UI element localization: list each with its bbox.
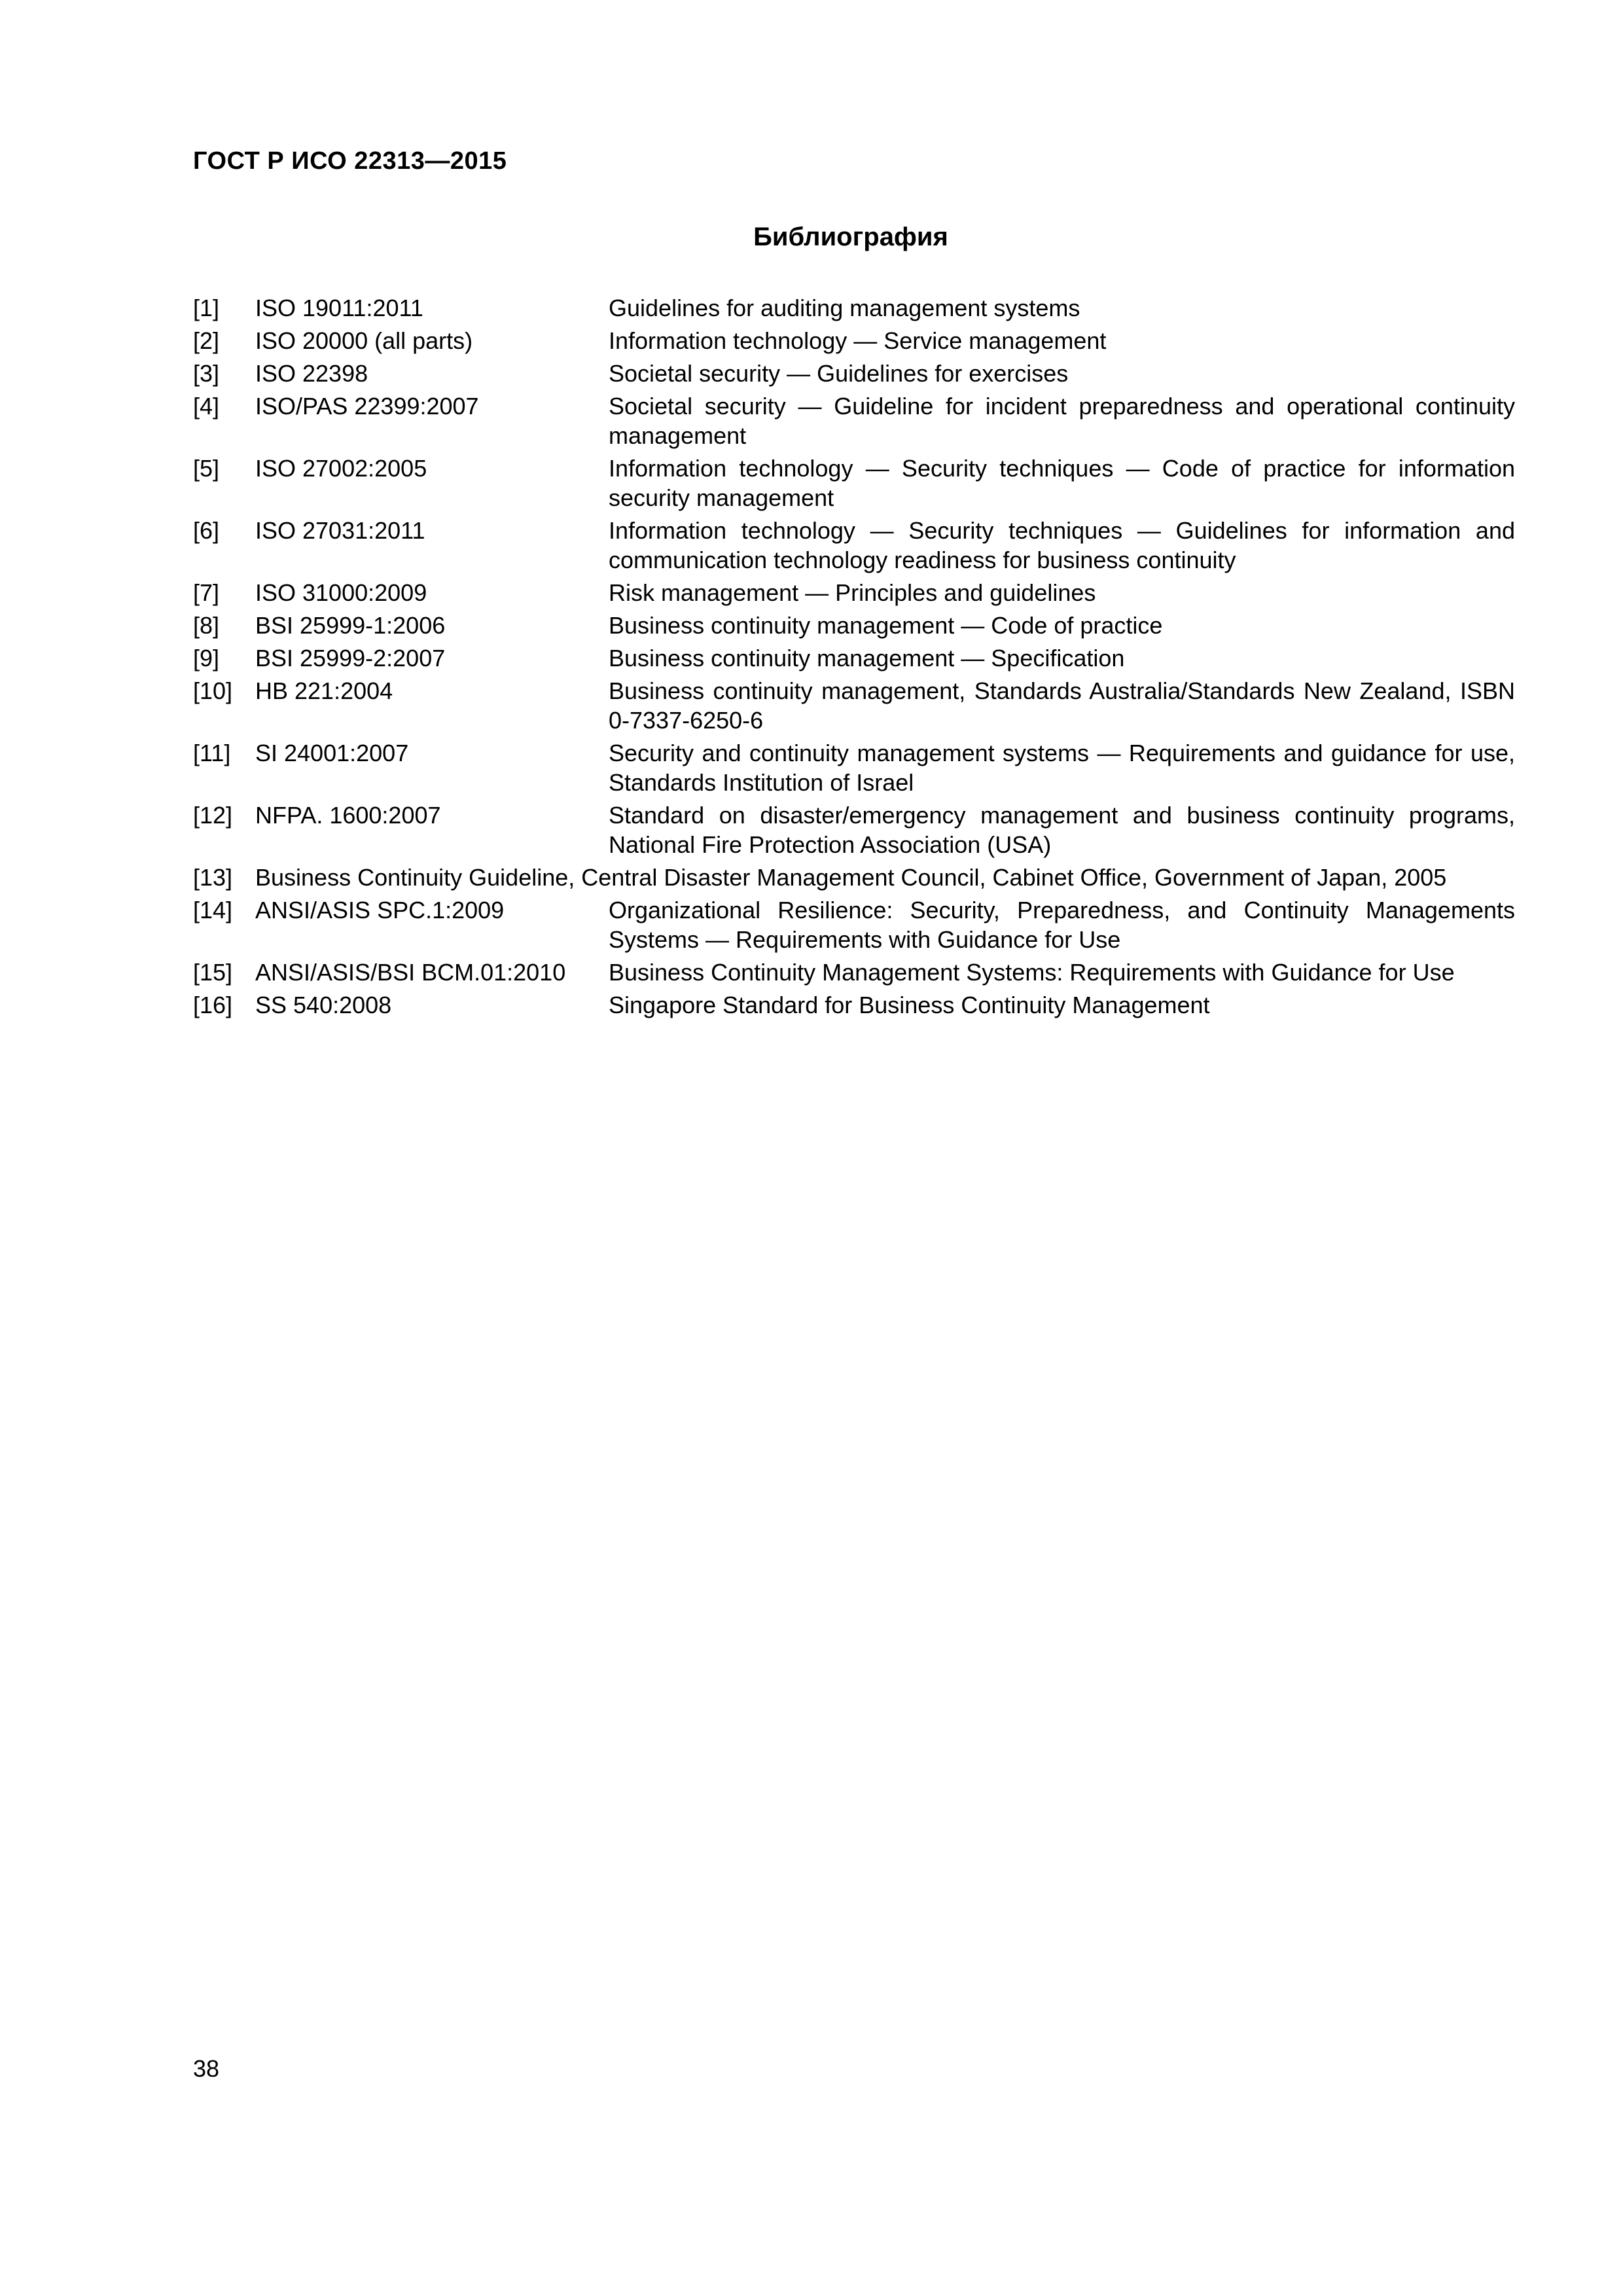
reference-item xyxy=(193,738,1515,797)
reference-item xyxy=(193,326,1515,355)
reference-code: ISO 31000:2009 xyxy=(255,579,427,606)
reference-number: [2] xyxy=(193,327,220,354)
reference-description: Singapore Standard for Business Continuity Management xyxy=(609,992,1210,1018)
reference-code: BSI 25999-1:2006 xyxy=(255,612,446,639)
reference-item xyxy=(193,895,1515,954)
reference-item xyxy=(193,391,1515,450)
reference-description: Societal security — Guideline for incident preparedness and operational continuity management xyxy=(609,393,1515,449)
reference-code: ANSI/ASIS/BSI BCM.01:2010 xyxy=(255,959,566,986)
reference-item xyxy=(193,990,1515,1020)
reference-description: Organizational Resilience: Security, Preparedness, and Continuity Managements Systems — Requirements with Guidance for Use xyxy=(609,897,1515,953)
reference-description: Business Continuity Management Systems: Requirements with Guidance for Use xyxy=(609,959,1455,986)
reference-number: [15] xyxy=(193,959,233,986)
reference-number: [10] xyxy=(193,677,233,704)
reference-item xyxy=(193,578,1515,607)
reference-code: ISO 27031:2011 xyxy=(255,517,425,544)
reference-number: [13] xyxy=(193,864,233,891)
reference-description: Standard on disaster/emergency management and business continuity programs, National Fire Protection Association (USA) xyxy=(609,802,1515,858)
reference-item xyxy=(193,958,1515,987)
reference-code: BSI 25999-2:2007 xyxy=(255,645,446,672)
reference-code: ISO/PAS 22399:2007 xyxy=(255,393,479,420)
reference-number: [3] xyxy=(193,360,220,387)
reference-number: [6] xyxy=(193,517,220,544)
reference-number: [12] xyxy=(193,802,233,829)
reference-item xyxy=(193,863,1515,892)
reference-description: Societal security — Guidelines for exercises xyxy=(609,360,1069,387)
reference-code: ISO 27002:2005 xyxy=(255,455,427,482)
reference-item xyxy=(193,293,1515,323)
reference-code: ISO 19011:2011 xyxy=(255,295,423,321)
reference-number: [8] xyxy=(193,612,220,639)
reference-number: [7] xyxy=(193,579,220,606)
reference-item xyxy=(193,676,1515,735)
reference-number: [4] xyxy=(193,393,220,420)
reference-item xyxy=(193,643,1515,673)
reference-item xyxy=(193,359,1515,388)
reference-code: ISO 20000 (all parts) xyxy=(255,327,473,354)
reference-number: [16] xyxy=(193,992,233,1018)
reference-number: [9] xyxy=(193,645,220,672)
reference-description: Risk management — Principles and guidelines xyxy=(609,579,1096,606)
reference-code: SI 24001:2007 xyxy=(255,740,409,766)
reference-description: Business continuity management — Specification xyxy=(609,645,1125,672)
reference-code: ISO 22398 xyxy=(255,360,368,387)
reference-code: ANSI/ASIS SPC.1:2009 xyxy=(255,897,505,924)
reference-number: [5] xyxy=(193,455,220,482)
reference-code: Business Continuity Guideline, Central Disaster Management Council, Cabinet Office, Government of Japan, 2005 xyxy=(255,864,1447,891)
reference-code: SS 540:2008 xyxy=(255,992,392,1018)
reference-number: [14] xyxy=(193,897,233,924)
page-title: Библиография xyxy=(753,223,948,251)
reference-code: HB 221:2004 xyxy=(255,677,393,704)
reference-description: Guidelines for auditing management systems xyxy=(609,295,1080,321)
reference-item xyxy=(193,611,1515,640)
reference-number: [11] xyxy=(193,740,231,766)
reference-description: Information technology — Security techniques — Guidelines for information and communication technology readiness for business continuity xyxy=(609,517,1515,573)
reference-code: NFPA. 1600:2007 xyxy=(255,802,441,829)
reference-item xyxy=(193,454,1515,512)
reference-description: Business continuity management, Standards Australia/Standards New Zealand, ISBN 0-7337-6250-6 xyxy=(609,677,1515,734)
reference-item xyxy=(193,800,1515,859)
reference-description: Information technology — Security techniques — Code of practice for information security management xyxy=(609,455,1515,511)
reference-description: Information technology — Service management xyxy=(609,327,1107,354)
page-number: 38 xyxy=(193,2055,220,2082)
document-header: ГОСТ Р ИСО 22313—2015 xyxy=(193,147,507,175)
bibliography-list xyxy=(193,293,1515,1023)
reference-item xyxy=(193,516,1515,575)
reference-description: Security and continuity management systems — Requirements and guidance for use, Standards Institution of Israel xyxy=(609,740,1515,796)
reference-description: Business continuity management — Code of practice xyxy=(609,612,1163,639)
reference-number: [1] xyxy=(193,295,220,321)
